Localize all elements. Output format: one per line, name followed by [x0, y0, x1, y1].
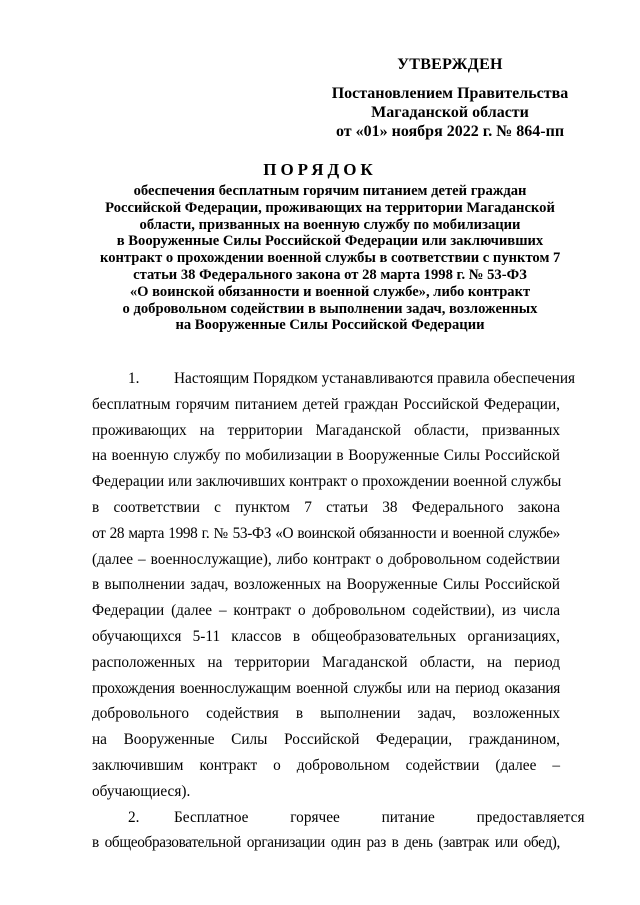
paragraph-last-line: обучающиеся). — [92, 782, 191, 800]
paragraph-line: добровольного содействия в выполнении задач, возложенных — [92, 705, 560, 723]
subtitle-line: «О воинской обязанности и военной службе», либо контракт — [129, 283, 531, 300]
paragraph-line: заключившим контракт о добровольном содействии (далее – — [92, 756, 560, 774]
paragraph-line: обучающихся 5-11 классов в общеобразовательных организациях, — [92, 627, 560, 645]
document-subtitle — [100, 183, 560, 334]
subtitle-line: области, призванных на военную службу по мобилизации — [139, 216, 521, 233]
paragraph-line: Федерации или заключивших контракт о прохождении военной службы — [92, 473, 562, 491]
approval-stamp-block — [300, 55, 600, 141]
paragraph-1-first-line — [92, 366, 576, 392]
subtitle-line: в Вооруженные Силы Российской Федерации или заключивших — [116, 233, 544, 250]
paragraph-line: бесплатным горячим питанием детей граждан Российской Федерации, — [92, 395, 560, 413]
approval-date-number: от «01» ноября 2022 г. № 864-пп — [335, 123, 565, 140]
document-body — [92, 366, 585, 856]
paragraph-line: (далее – военнослужащие), либо контракт о добровольном содействии — [92, 550, 560, 568]
paragraph-line: прохождения военнослужащим военной службы или на период оказания — [92, 679, 560, 697]
approved-heading: УТВЕРЖДЕН — [397, 56, 503, 73]
document-title: ПОРЯДОК — [263, 160, 377, 179]
paragraph-number: 2. — [128, 808, 140, 826]
paragraph-line: Федерации (далее – контракт о добровольном содействии), из числа — [92, 602, 560, 620]
subtitle-line: контракт о прохождении военной службы в соответствии с пунктом 7 — [100, 250, 561, 267]
paragraph-line: в выполнении задач, возложенных на Вооруженные Силы Российской — [92, 576, 560, 594]
paragraph-line: от 28 марта 1998 г. № 53-ФЗ «О воинской обязанности и военной службе» — [92, 524, 560, 542]
paragraph-text: Настоящим Порядком устанавливаются правила обеспечения — [174, 370, 576, 387]
approval-region: Магаданской области — [371, 104, 529, 121]
paragraph-line: в соответствии с пунктом 7 статьи 38 Федерального закона — [92, 498, 560, 516]
paragraph-line: в общеобразовательной организации один раз в день (завтрак или обед), — [92, 834, 560, 852]
paragraph-line: на военную службу по мобилизации в Вооруженные Силы Российской — [92, 447, 560, 465]
subtitle-line: обеспечения бесплатным горячим питанием детей граждан — [133, 183, 527, 199]
subtitle-line: о добровольном содействии в выполнении задач, возложенных — [122, 300, 538, 317]
subtitle-line: на Вооруженные Силы Российской Федерации — [175, 317, 485, 334]
subtitle-line: статьи 38 Федерального закона от 28 марта 1998 г. № 53-ФЗ — [133, 266, 527, 283]
paragraph-line: проживающих на территории Магаданской области, призванных — [92, 421, 560, 439]
paragraph-text: Бесплатное горячее питание предоставляется — [174, 808, 585, 826]
subtitle-line: Российской Федерации, проживающих на территории Магаданской — [105, 199, 555, 216]
paragraph-line: расположенных на территории Магаданской области, на период — [92, 653, 560, 671]
paragraph-2-first-line — [92, 805, 585, 831]
paragraph-number: 1. — [128, 370, 140, 387]
paragraph-line: на Вооруженные Силы Российской Федерации, гражданином, — [92, 731, 560, 749]
approval-authority: Постановлением Правительства — [331, 85, 569, 102]
